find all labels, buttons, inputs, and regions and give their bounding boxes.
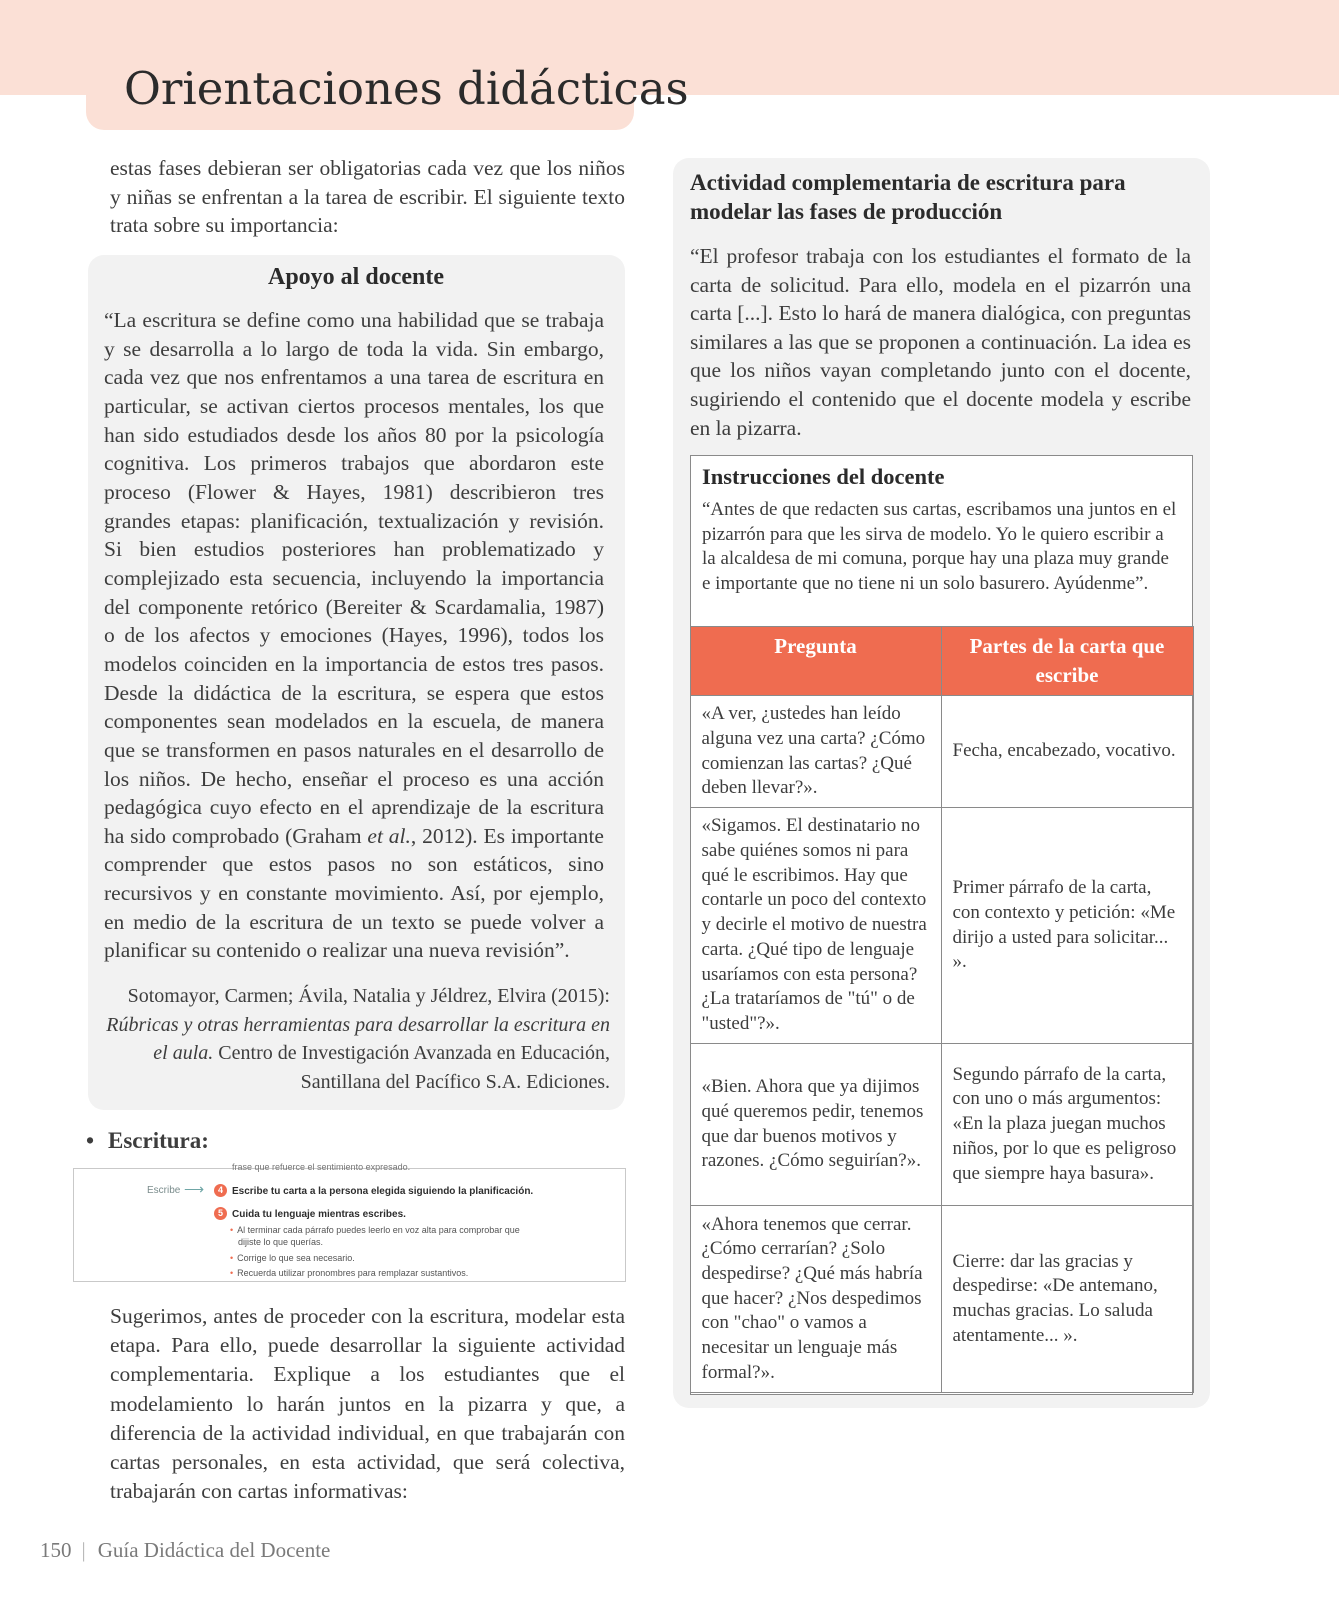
intro-paragraph: estas fases debieran ser obligatorias cada vez que los niños y niñas se enfrentan a la tarea de escribir. El siguiente texto trata sobre su importancia: bbox=[110, 156, 625, 238]
actividad-intro: “El profesor trabaja con los estudiantes el formato de la carta de solicitud. Para ello, modela en el pizarrón una carta [...]. Esto lo hará de manera dialógica, con preguntas similares a las que se proponen a continuación. La idea es que los niños vayan completando junto con el docente, sugiriendo el contenido que el docente modela y escribe en la pizarra. bbox=[690, 244, 1191, 440]
table-row bbox=[690, 808, 1193, 1044]
page-footer bbox=[40, 1538, 330, 1563]
guide-title: Guía Didáctica del Docente bbox=[97, 1538, 331, 1562]
arrow-right-icon: ⟶ bbox=[184, 1181, 205, 1197]
cell-pregunta: «A ver, ¿ustedes han leído alguna vez una carta? ¿Cómo comienzan las cartas? ¿Qué deben llevar?». bbox=[690, 696, 941, 808]
cell-partes: Primer párrafo de la carta, con contexto y petición: «Me dirijo a usted para solicitar... ». bbox=[941, 808, 1193, 1044]
cell-partes: Fecha, encabezado, vocativo. bbox=[941, 696, 1193, 808]
step-number-badge: 5 bbox=[214, 1207, 227, 1220]
snippet-step-5 bbox=[214, 1207, 406, 1220]
snippet-side-label: Escribe bbox=[147, 1185, 181, 1196]
footer-separator: | bbox=[81, 1538, 86, 1562]
quote-part-1: “La escritura se define como una habilidad que se trabaja y se desarrolla a lo largo de toda la vida. Sin embargo, cada vez que nos enfrentamos a una tarea de escritura en particular, se activan ciertos procesos mentales, los que han sido estudiados desde los años 80 por la psicología cognitiva. Los primeros trabajos que abordaron este proceso (Flower & Hayes, 1981) describieron tres grandes etapas: planificación, textualización y revisión. Si bien estudios posteriores han problematizado y complejizado esta secuencia, incluyendo la importancia del componente retórico (Bereiter & Scardamalia, 1987) o de los afectos y emociones (Hayes, 1996), todos los modelos coinciden en la importancia de estos tres pasos. Desde la didáctica de la escritura, se espera que estos componentes sean modelados en la escuela, de manera que se transformen en pasos naturales en el desarrollo de los niños. De hecho, enseñar el proceso es una acción pedagógica cuyo efecto en el aprendizaje de la escritura ha sido comprobado (Graham bbox=[104, 308, 604, 848]
actividad-heading: Actividad complementaria de escritura para modelar las fases de producción bbox=[690, 170, 1126, 224]
table-header-row bbox=[690, 627, 1193, 696]
snippet-sub-3-text: Recuerda utilizar pronombres para remplazar sustantivos. bbox=[237, 1268, 469, 1278]
instrucciones-box bbox=[690, 455, 1193, 1395]
closing-paragraph: Sugerimos, antes de proceder con la escritura, modelar esta etapa. Para ello, puede desarrollar la siguiente actividad complementaria. Explique a los estudiantes que el modelamiento lo harán juntos en la pizarra y que, a diferencia de la actividad individual, en que trabajarán con cartas personales, en esta actividad, que será colectiva, trabajarán con cartas informativas: bbox=[110, 1304, 625, 1504]
citation-title: Rúbricas y otras herramientas para desarrollar la escritura en el aula. bbox=[106, 1013, 610, 1064]
cell-pregunta: «Sigamos. El destinatario no sabe quiénes somos ni para qué le escribimos. Hay que contarle un poco del contexto y decirle el motivo de nuestra carta. ¿Qué tipo de lenguaje usaríamos con esta persona? ¿La trataríamos de "tú" o de "usted"?». bbox=[690, 808, 941, 1044]
snippet-faded-line: frase que refuerce el sentimiento expresado. bbox=[232, 1162, 411, 1172]
snippet-sub-1-text: Al terminar cada párrafo puedes leerlo en voz alta para comprobar que bbox=[237, 1225, 520, 1235]
bullet-dot: • bbox=[230, 1253, 234, 1263]
citation-authors: Sotomayor, Carmen; Ávila, Natalia y Jéldrez, Elvira (2015): bbox=[127, 985, 610, 1007]
bullet-dot: • bbox=[86, 1128, 95, 1153]
snippet-sub-2 bbox=[230, 1253, 355, 1264]
instrucciones-heading: Instrucciones del docente bbox=[702, 464, 945, 489]
quote-italic: et al. bbox=[367, 823, 411, 848]
citation-rest: Centro de Investigación Avanzada en Educación, Santillana del Pacífico S.A. Ediciones. bbox=[218, 1042, 610, 1093]
snippet-step-5-text: Cuida tu lenguaje mientras escribes. bbox=[232, 1209, 406, 1220]
snippet-sub-3 bbox=[230, 1268, 468, 1279]
header-pregunta: Pregunta bbox=[690, 627, 941, 696]
page-number: 150 bbox=[40, 1538, 72, 1562]
table-row bbox=[690, 696, 1193, 808]
snippet-sub-1b: dijiste lo que querías. bbox=[238, 1237, 324, 1247]
bullet-dot: • bbox=[230, 1225, 234, 1235]
apoyo-docente-quote bbox=[104, 306, 604, 965]
instrucciones-quote: “Antes de que redacten sus cartas, escribamos una juntos en el pizarrón para que les sirva de modelo. Yo le quiero escribir a la alcaldesa de mi comuna, porque hay una plaza muy grande e importante que no tiene ni un solo basurero. Ayúdenme”. bbox=[702, 499, 1177, 594]
quote-part-2: , 2012). Es importante comprender que estos pasos no son estáticos, sino recursivos y en constante movimiento. Así, por ejemplo, en medio de la escritura de un texto se puede volver a planificar su contenido o realizar una nueva revisión”. bbox=[104, 823, 604, 963]
bullet-escritura bbox=[86, 1128, 209, 1154]
snippet-sub-1 bbox=[230, 1225, 520, 1236]
step-number-badge: 4 bbox=[214, 1184, 227, 1197]
cell-pregunta: «Ahora tenemos que cerrar. ¿Cómo cerrarían? ¿Solo despedirse? ¿Qué más habría que hacer? ¿Nos despedimos con "chao" o vamos a necesitar un lenguaje más formal?». bbox=[690, 1206, 941, 1393]
table-row bbox=[690, 1206, 1193, 1393]
cell-pregunta: «Bien. Ahora que ya dijimos qué queremos pedir, tenemos que dar buenos motivos y razones. ¿Cómo seguirían?». bbox=[690, 1044, 941, 1206]
bullet-dot: • bbox=[230, 1268, 234, 1278]
page-title: Orientaciones didácticas bbox=[124, 62, 689, 115]
preguntas-table bbox=[690, 626, 1194, 1393]
student-book-snippet bbox=[73, 1162, 626, 1282]
apoyo-docente-heading: Apoyo al docente bbox=[268, 264, 444, 290]
snippet-step-4-text: Escribe tu carta a la persona elegida siguiendo la planificación. bbox=[232, 1186, 534, 1197]
cell-partes: Segundo párrafo de la carta, con uno o más argumentos: «En la plaza juegan muchos niños, por lo que es peligroso que siempre haya basura». bbox=[941, 1044, 1193, 1206]
header-partes: Partes de la carta que escribe bbox=[941, 627, 1193, 696]
citation bbox=[104, 982, 610, 1096]
snippet-sub-2-text: Corrige lo que sea necesario. bbox=[237, 1253, 355, 1263]
bullet-label: Escritura: bbox=[108, 1128, 209, 1153]
cell-partes: Cierre: dar las gracias y despedirse: «De antemano, muchas gracias. Lo saluda atentamente... ». bbox=[941, 1206, 1193, 1393]
snippet-step-4 bbox=[214, 1184, 533, 1197]
table-row bbox=[690, 1044, 1193, 1206]
